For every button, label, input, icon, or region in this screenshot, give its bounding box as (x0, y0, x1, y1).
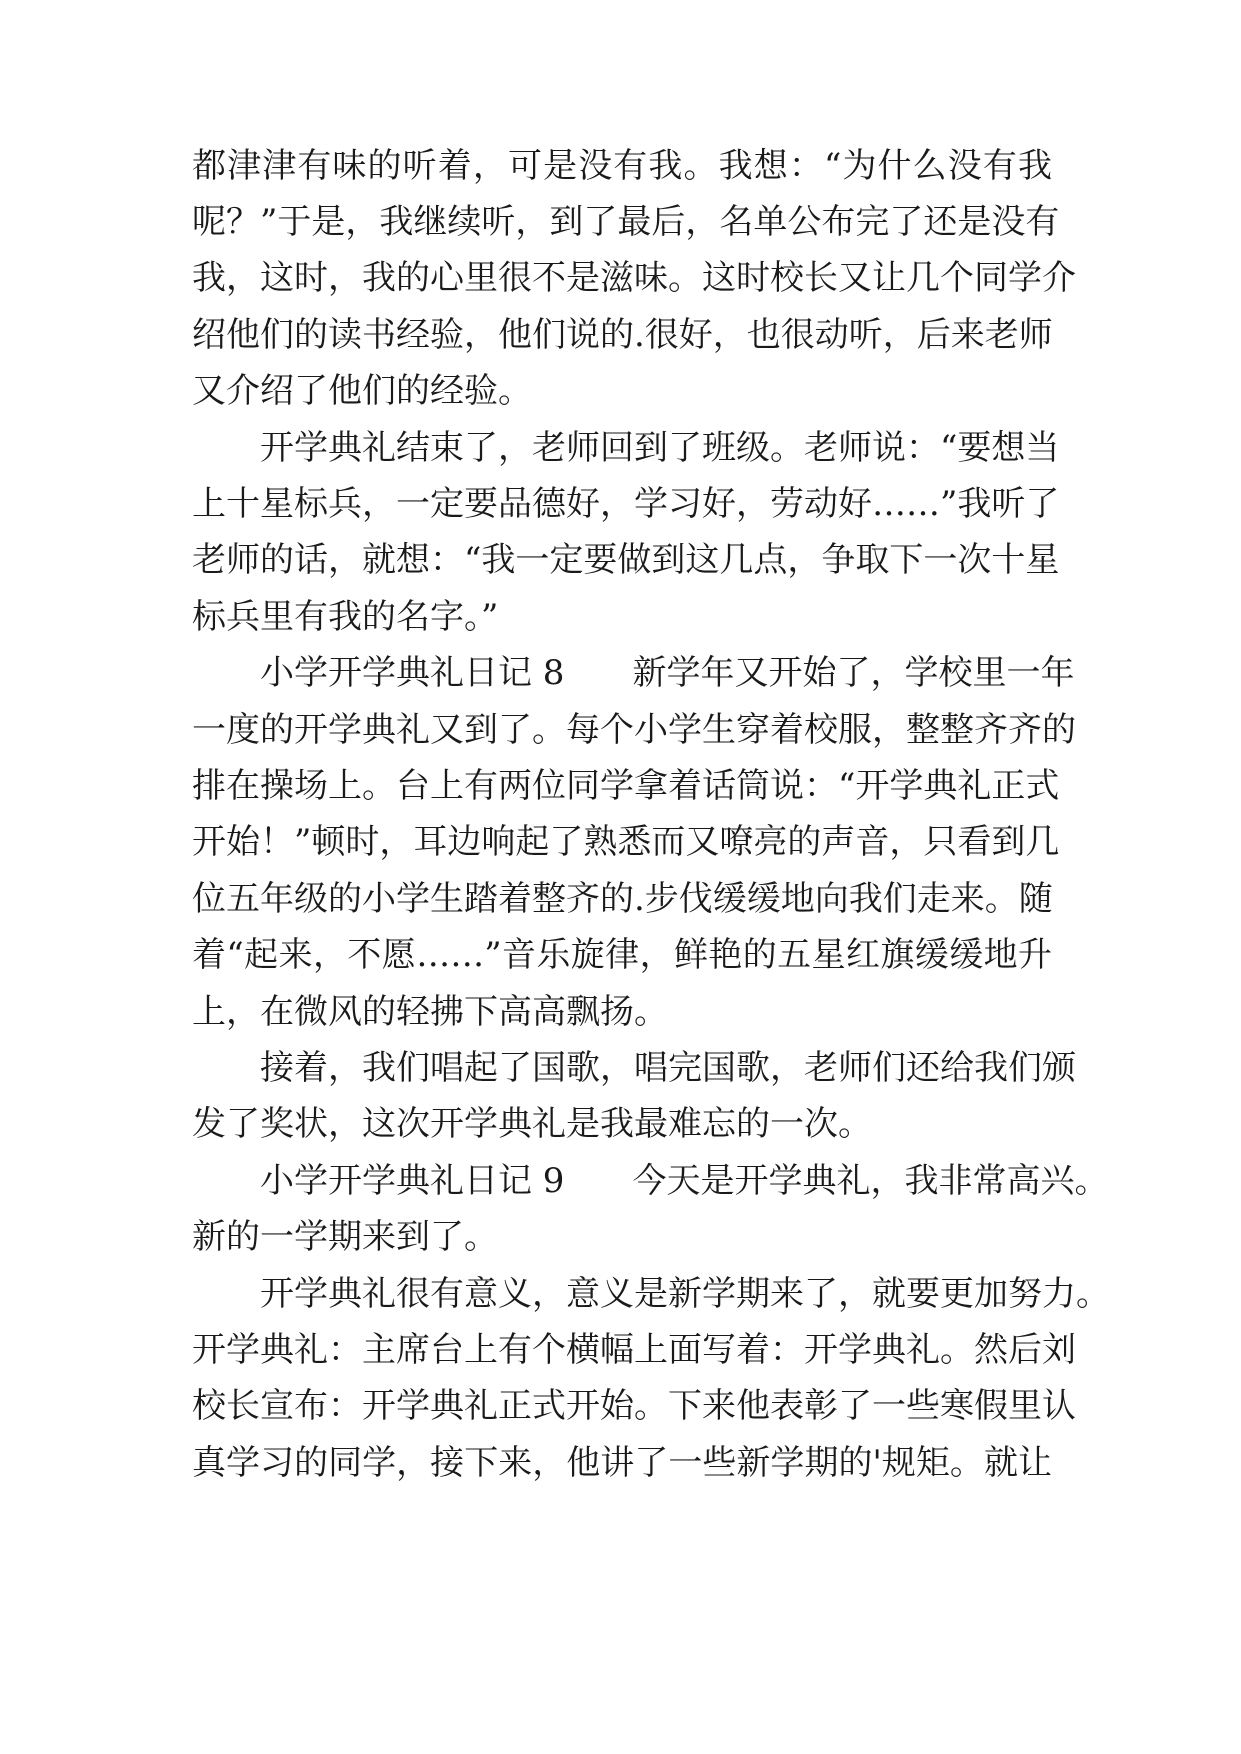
text-line: 真学习的同学，接下来，他讲了一些新学期的'规矩。就让 (192, 1443, 1052, 1483)
text-line: 标兵里有我的名字。” (192, 597, 499, 637)
text-line: 呢？”于是，我继续听，到了最后，名单公布完了还是没有 (192, 202, 1060, 242)
text-line: 又介绍了他们的经验。 (192, 371, 532, 411)
text-line: 位五年级的小学生踏着整齐的.步伐缓缓地向我们走来。随 (192, 879, 1053, 919)
text-line: 小学开学典礼日记 8 新学年又开始了，学校里一年 (260, 653, 1075, 693)
text-line: 开学典礼：主席台上有个横幅上面写着：开学典礼。然后刘 (192, 1330, 1076, 1370)
text-line: 开学典礼很有意义，意义是新学期来了，就要更加努力。 (260, 1274, 1110, 1314)
text-line: 接着，我们唱起了国歌，唱完国歌，老师们还给我们颁 (260, 1048, 1076, 1088)
text-line: 绍他们的读书经验，他们说的.很好，也很动听，后来老师 (192, 315, 1053, 355)
text-line: 一度的开学典礼又到了。每个小学生穿着校服，整整齐齐的 (192, 710, 1076, 750)
text-line: 校长宣布：开学典礼正式开始。下来他表彰了一些寒假里认 (192, 1386, 1076, 1426)
text-line: 着“起来，不愿……”音乐旋律，鲜艳的五星红旗缓缓地升 (192, 935, 1052, 975)
text-line: 发了奖状，这次开学典礼是我最难忘的一次。 (192, 1104, 872, 1144)
text-line: 开学典礼结束了，老师回到了班级。老师说：“要想当 (260, 428, 1060, 468)
text-line: 上十星标兵，一定要品德好，学习好，劳动好……”我听了 (192, 484, 1060, 524)
text-line: 我，这时，我的心里很不是滋味。这时校长又让几个同学介 (192, 258, 1076, 298)
text-line: 上，在微风的轻拂下高高飘扬。 (192, 992, 668, 1032)
text-line: 新的一学期来到了。 (192, 1217, 498, 1257)
text-line: 都津津有味的听着，可是没有我。我想：“为什么没有我 (192, 146, 1052, 186)
text-line: 老师的话，就想：“我一定要做到这几点，争取下一次十星 (192, 540, 1060, 580)
text-line: 排在操场上。台上有两位同学拿着话筒说：“开学典礼正式 (192, 766, 1060, 806)
text-line: 开始！”顿时，耳边响起了熟悉而又嘹亮的声音，只看到几 (192, 822, 1060, 862)
text-line: 小学开学典礼日记 9 今天是开学典礼，我非常高兴。 (260, 1161, 1109, 1201)
